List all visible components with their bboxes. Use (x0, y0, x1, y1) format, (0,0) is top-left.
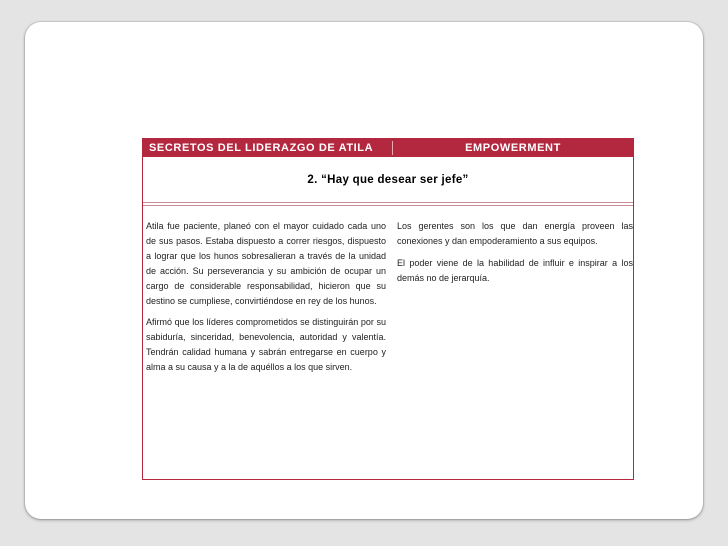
divider-top (143, 202, 633, 203)
right-paragraph-2: El poder viene de la habilidad de influir e inspirar a los demás no de jerarquía. (397, 257, 633, 283)
header-left-title: SECRETOS DEL LIDERAZGO DE ATILA (149, 142, 374, 154)
subtitle-text: 2. “Hay que desear ser jefe” (307, 174, 469, 186)
slide (25, 22, 703, 519)
left-paragraph-1: Atila fue paciente, planeó con el mayor cuidado cada uno de sus pasos. Estaba dispuesto a correr riesgos, dispuesto a lograr que los hunos sobresalieran a través de la unidad de acción. Su perseverancia y su ambición de ocupar un cargo de considerable responsabilidad, hicieron que su destino se cumpliese, convirtiéndose en rey de los hunos. (146, 221, 386, 306)
section-subtitle (143, 158, 633, 202)
right-column-text (397, 219, 633, 293)
divider-bottom (143, 205, 633, 206)
right-paragraph-1: Los gerentes son los que dan energía proveen las conexiones y dan empoderamiento a sus equipos. (397, 221, 633, 246)
left-paragraph-2: Afirmó que los líderes comprometidos se distinguirán por su sabiduría, sinceridad, benevolencia, autoridad y valentía. Tendrán calidad humana y sabrán entregarse en cuerpo y alma a su causa y a la de aquéllos a los que sirven. (146, 317, 386, 373)
header-right-title: EMPOWERMENT (465, 142, 561, 154)
left-column-text (146, 219, 386, 382)
table-header (143, 139, 633, 157)
content-table (142, 138, 634, 480)
